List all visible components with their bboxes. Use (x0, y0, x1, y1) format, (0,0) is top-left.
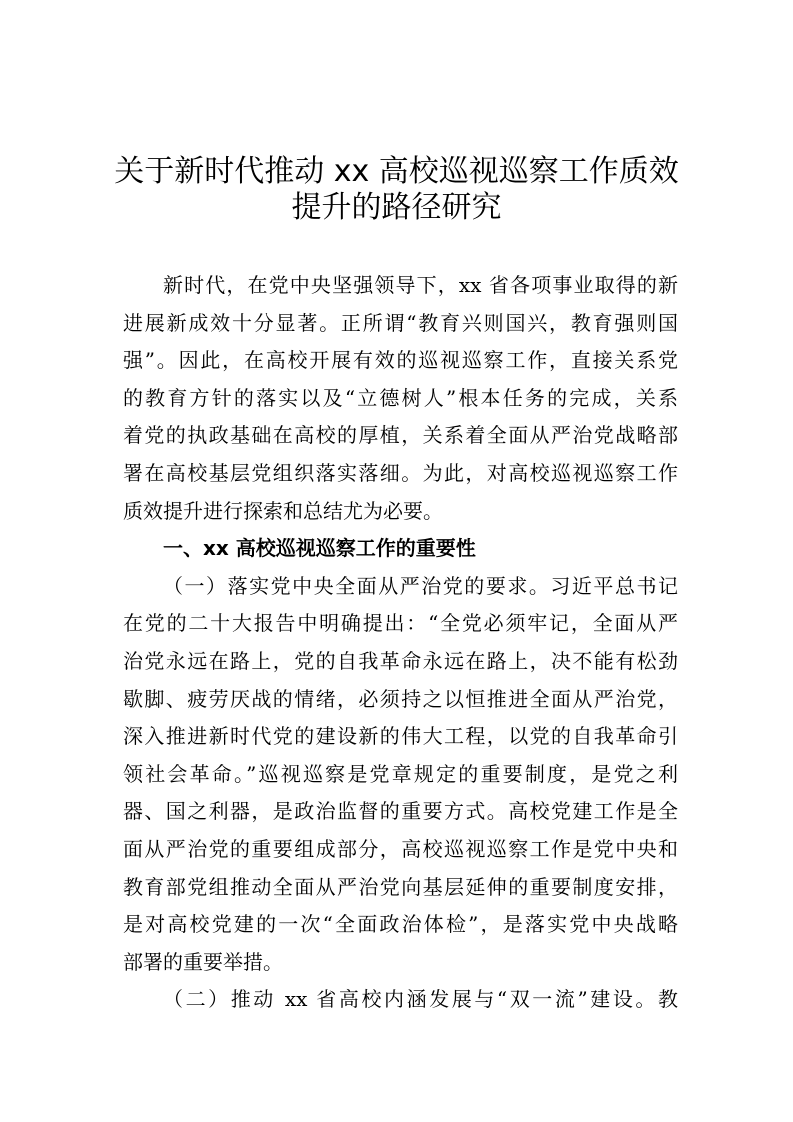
paragraph-line: 教育部党组推动全面从严治党向基层延伸的重要制度安排， (123, 874, 678, 899)
paragraph-line: 新时代，在党中央坚强领导下，xx 省各项事业取得的新 (163, 273, 678, 297)
paragraph-intro (123, 267, 678, 530)
paragraph-line: 部署的重要举措。 (123, 949, 283, 974)
paragraph-line: 强”。因此，在高校开展有效的巡视巡察工作，直接关系党 (123, 348, 678, 373)
paragraph-line: 面从严治党的重要组成部分，高校巡视巡察工作是党中央和 (123, 836, 678, 861)
document-title-line-1: 关于新时代推动 xx 高校巡视巡察工作质效 (114, 154, 679, 189)
paragraph-line: 着党的执政基础在高校的厚植，关系着全面从严治党战略部 (123, 423, 678, 448)
paragraph-line: 的教育方针的落实以及“立德树人”根本任务的完成，关系 (123, 385, 678, 410)
paragraph-line: 进展新成效十分显著。正所谓“教育兴则国兴，教育强则国 (123, 310, 678, 335)
paragraph-line: 质效提升进行探索和总结尤为必要。 (123, 498, 443, 523)
paragraph-line: 深入推进新时代党的建设新的伟大工程，以党的自我革命引 (123, 724, 678, 749)
document-body (123, 267, 678, 1019)
paragraph-line: 是对高校党建的一次“全面政治体检”，是落实党中央战略 (123, 912, 678, 937)
paragraph-line: （一）落实党中央全面从严治党的要求。习近平总书记 (163, 573, 678, 598)
paragraph-line: 领社会革命。”巡视巡察是党章规定的重要制度，是党之利 (123, 761, 678, 786)
paragraph-section-1-1 (123, 568, 678, 982)
paragraph-section-1-2 (123, 981, 678, 1019)
document-title-line-2: 提升的路径研究 (291, 190, 502, 225)
paragraph-line: 署在高校基层党组织落实落细。为此，对高校巡视巡察工作 (123, 460, 678, 485)
paragraph-line: 在党的二十大报告中明确提出：“全党必须牢记，全面从严 (123, 611, 678, 636)
paragraph-line: 器、国之利器，是政治监督的重要方式。高校党建工作是全 (123, 799, 678, 824)
paragraph-line: 治党永远在路上，党的自我革命永远在路上，决不能有松劲 (123, 648, 678, 673)
paragraph-line: 歇脚、疲劳厌战的情绪，必须持之以恒推进全面从严治党， (123, 686, 678, 711)
section-heading: 一、xx 高校巡视巡察工作的重要性 (163, 536, 476, 561)
paragraph-line: （二）推动 xx 省高校内涵发展与“双一流”建设。教 (163, 987, 678, 1012)
